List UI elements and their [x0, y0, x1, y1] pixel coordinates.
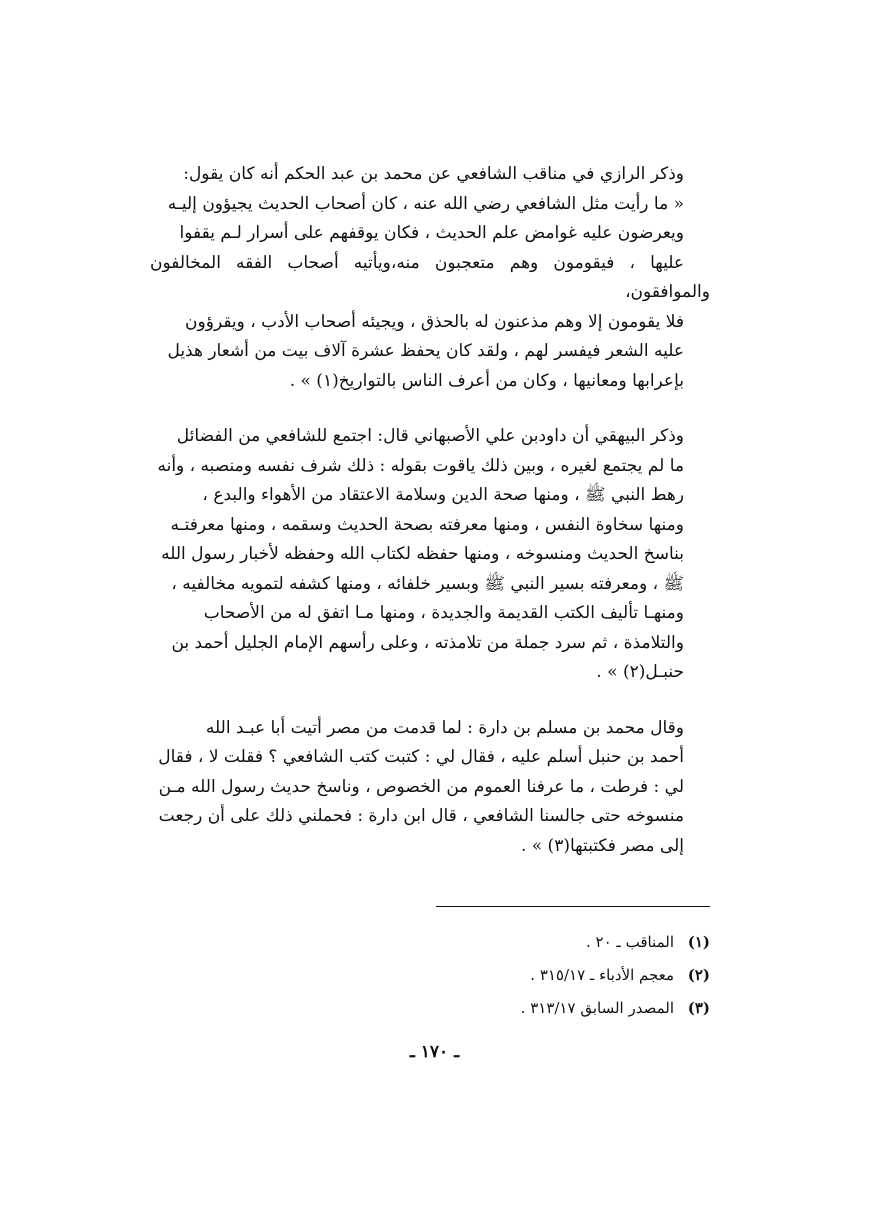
footnote-number: (٣) — [687, 999, 710, 1017]
footnotes — [436, 926, 710, 1025]
paragraph — [150, 714, 710, 862]
paragraph — [150, 422, 710, 688]
text-line: وذكر البيهقي أن داودبن علي الأصبهاني قال: اجتمع للشافعي من الفضائل — [176, 426, 684, 446]
footnote-number: (٢) — [687, 966, 710, 984]
text-line: ومنها سخاوة النفس ، ومنها معرفته بصحة الحديث وسقمه ، ومنها معرفتـه — [170, 514, 684, 535]
footnote-number: (١) — [687, 933, 710, 951]
body-text — [150, 160, 710, 887]
text-line: « ما رأيت مثل الشافعي رضي الله عنه ، كان أصحاب الحديث يجيؤون إليـه — [167, 193, 684, 214]
text-line: ﷺ ، ومعرفته بسير النبي ﷺ وبسير خلفائه ، ومنها كشفه لتمويه مخالفيه ، — [171, 573, 684, 594]
text-line: إلى مصر فكتبتها(٣) » . — [520, 835, 684, 856]
footnote — [436, 992, 710, 1025]
text-line: أحمد بن حنبل أسلم عليه ، فقال لي : كتبت كتب الشافعي ؟ فقلت لا ، فقال — [158, 747, 684, 767]
footnote-text: معجم الأدباء ـ ٣١٥/١٧ . — [530, 966, 674, 984]
footnote-text: المصدر السابق ٣١٣/١٧ . — [520, 999, 674, 1017]
text-line: وقال محمد بن مسلم بن دارة : لما قدمت من مصر أتيت أبا عبـد الله — [205, 717, 684, 738]
footnote-text: المناقب ـ ٢٠ . — [585, 933, 674, 951]
text-line: منسوخه حتى جالسنا الشافعي ، قال ابن دارة : فحملني ذلك على أن رجعت — [158, 806, 684, 826]
footnote — [436, 926, 710, 959]
text-line: بناسخ الحديث ومنسوخه ، ومنها حفظه لكتاب الله وحفظه لأخبار رسول الله — [161, 544, 684, 564]
text-line: عليه الشعر فيفسر لهم ، ولقد كان يحفظ عشرة آلاف بيت من أشعار هذيل — [167, 341, 684, 361]
text-line: ما لم يجتمع لغيره ، وبين ذلك ياقوت بقوله : ذلك شرف نفسه ومنصبه ، وأنه — [157, 455, 684, 476]
footnote-divider — [436, 906, 710, 907]
text-line: ويعرضون عليه غوامض علم الحديث ، فكان يوقفهم على أسرار لـم يقفوا — [179, 223, 684, 243]
footnote — [436, 959, 710, 992]
text-line: وذكر الرازي في مناقب الشافعي عن محمد بن عبد الحكم أنه كان يقول: — [183, 164, 684, 184]
text-line: والتلامذة ، ثم سرد جملة من تلامذته ، وعلى رأسهم الإمام الجليل أحمد بن — [171, 632, 684, 653]
text-line: رهط النبي ﷺ ، ومنها صحة الدين وسلامة الاعتقاد من الأهواء والبدع ، — [202, 485, 684, 505]
text-line: عليها ، فيقومون وهم متعجبون منه،ويأتيه أصحاب الفقه المخالفون والموافقون، — [150, 252, 710, 302]
text-line: لي : فرطت ، ما عرفنا العموم من الخصوص ، وناسخ حديث رسول الله مـن — [158, 776, 684, 797]
text-line: حنبـل(٢) » . — [596, 662, 684, 682]
page-number: ـ ١٧٠ ـ — [409, 1042, 460, 1062]
text-line: فلا يقومون إلا وهم مذعنون له بالحذق ، ويجيئه أصحاب الأدب ، ويقرؤون — [185, 311, 684, 332]
text-line: بإعرابها ومعانيها ، وكان من أعرف الناس بالتواريخ(١) » . — [289, 370, 684, 391]
paragraph — [150, 160, 710, 396]
text-line: ومنهـا تأليف الكتب القديمة والجديدة ، ومنها مـا اتفق له من الأصحاب — [203, 603, 684, 623]
